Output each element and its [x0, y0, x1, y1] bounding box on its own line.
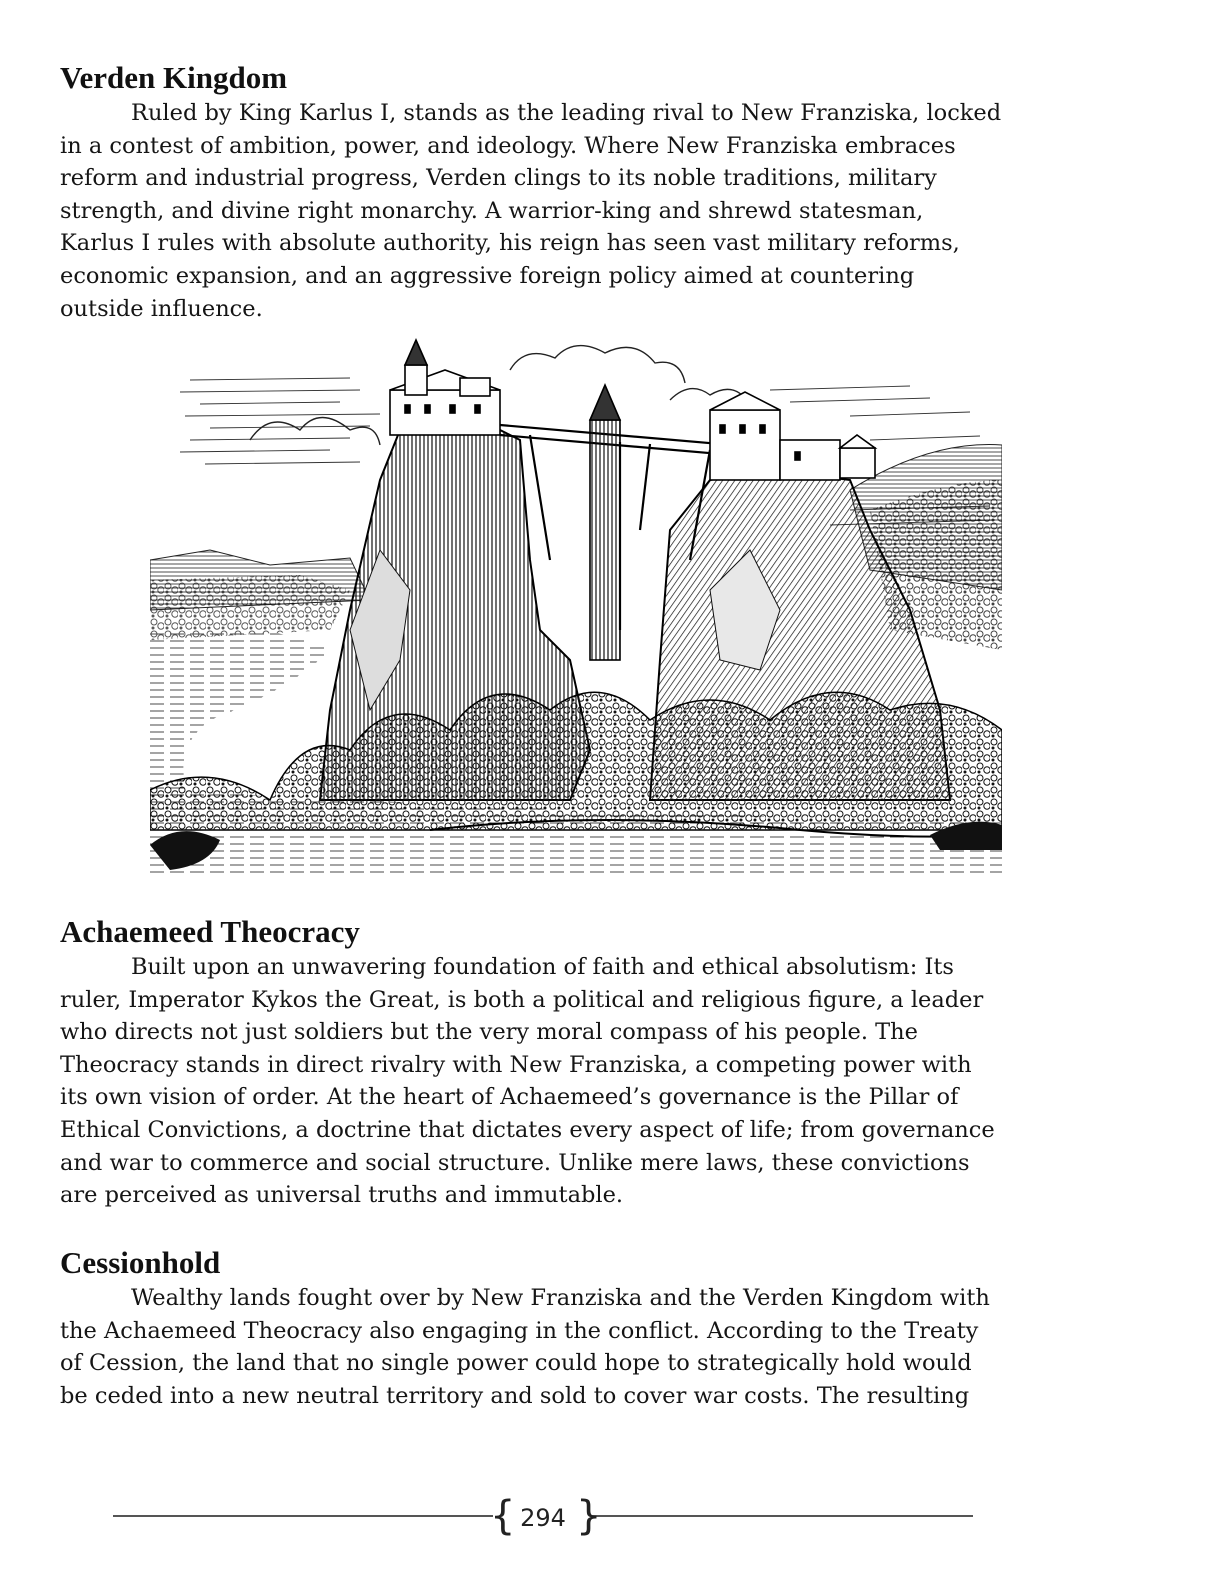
body-line: Built upon an unwavering foundation of faith and ethical absolutism: Its — [131, 954, 954, 980]
body-line: ruler, Imperator Kykos the Great, is both a political and religious figure, a leader — [60, 986, 984, 1013]
section-body-achaemeed-theocracy — [60, 951, 1020, 1212]
body-line: in a contest of ambition, power, and ideology. Where New Franziska embraces — [60, 132, 956, 159]
body-line: are perceived as universal truths and immutable. — [60, 1182, 624, 1209]
body-line: Ethical Convictions, a doctrine that dictates every aspect of life; from governance — [60, 1116, 995, 1143]
central-tower — [590, 385, 620, 660]
section-body-verden-kingdom — [60, 97, 1020, 325]
body-line: Wealthy lands fought over by New Franziska and the Verden Kingdom with — [131, 1285, 990, 1311]
page-number: 294 — [520, 1504, 566, 1532]
body-line: who directs not just soldiers but the very moral compass of his people. The — [60, 1019, 918, 1046]
right-brace-ornament: } — [576, 1493, 602, 1539]
body-line: and war to commerce and social structure. Unlike mere laws, these convictions — [60, 1149, 970, 1176]
body-line: Ruled by King Karlus I, stands as the leading rival to New Franziska, locked — [131, 100, 1002, 126]
section-heading-verden-kingdom: Verden Kingdom — [60, 60, 288, 95]
body-line: of Cession, the land that no single power could hope to strategically hold would — [60, 1350, 972, 1377]
left-castle — [390, 340, 500, 435]
body-line: strength, and divine right monarchy. A warrior-king and shrewd statesman, — [60, 197, 924, 224]
body-line: the Achaemeed Theocracy also engaging in the conflict. According to the Treaty — [60, 1317, 979, 1344]
body-line: Theocracy stands in direct rivalry with New Franziska, a competing power with — [60, 1051, 972, 1078]
footer-rule-right — [592, 1515, 973, 1517]
section-heading-achaemeed-theocracy: Achaemeed Theocracy — [60, 914, 360, 949]
body-line: its own vision of order. At the heart of Achaemeed’s governance is the Pillar of — [60, 1084, 959, 1111]
body-line: reform and industrial progress, Verden clings to its noble traditions, military — [60, 165, 937, 192]
left-brace-ornament: { — [490, 1493, 516, 1539]
section-heading-cessionhold: Cessionhold — [60, 1245, 221, 1280]
body-line: outside influence. — [60, 295, 263, 322]
body-line: economic expansion, and an aggressive foreign policy aimed at countering — [60, 262, 915, 289]
footer-rule-left — [113, 1515, 493, 1517]
body-line: be ceded into a new neutral territory and sold to cover war costs. The resulting — [60, 1382, 970, 1409]
castle-engraving-illustration — [150, 330, 1002, 875]
right-castle — [710, 392, 875, 480]
section-body-cessionhold — [60, 1282, 1020, 1412]
body-line: Karlus I rules with absolute authority, his reign has seen vast military reforms, — [60, 230, 960, 257]
